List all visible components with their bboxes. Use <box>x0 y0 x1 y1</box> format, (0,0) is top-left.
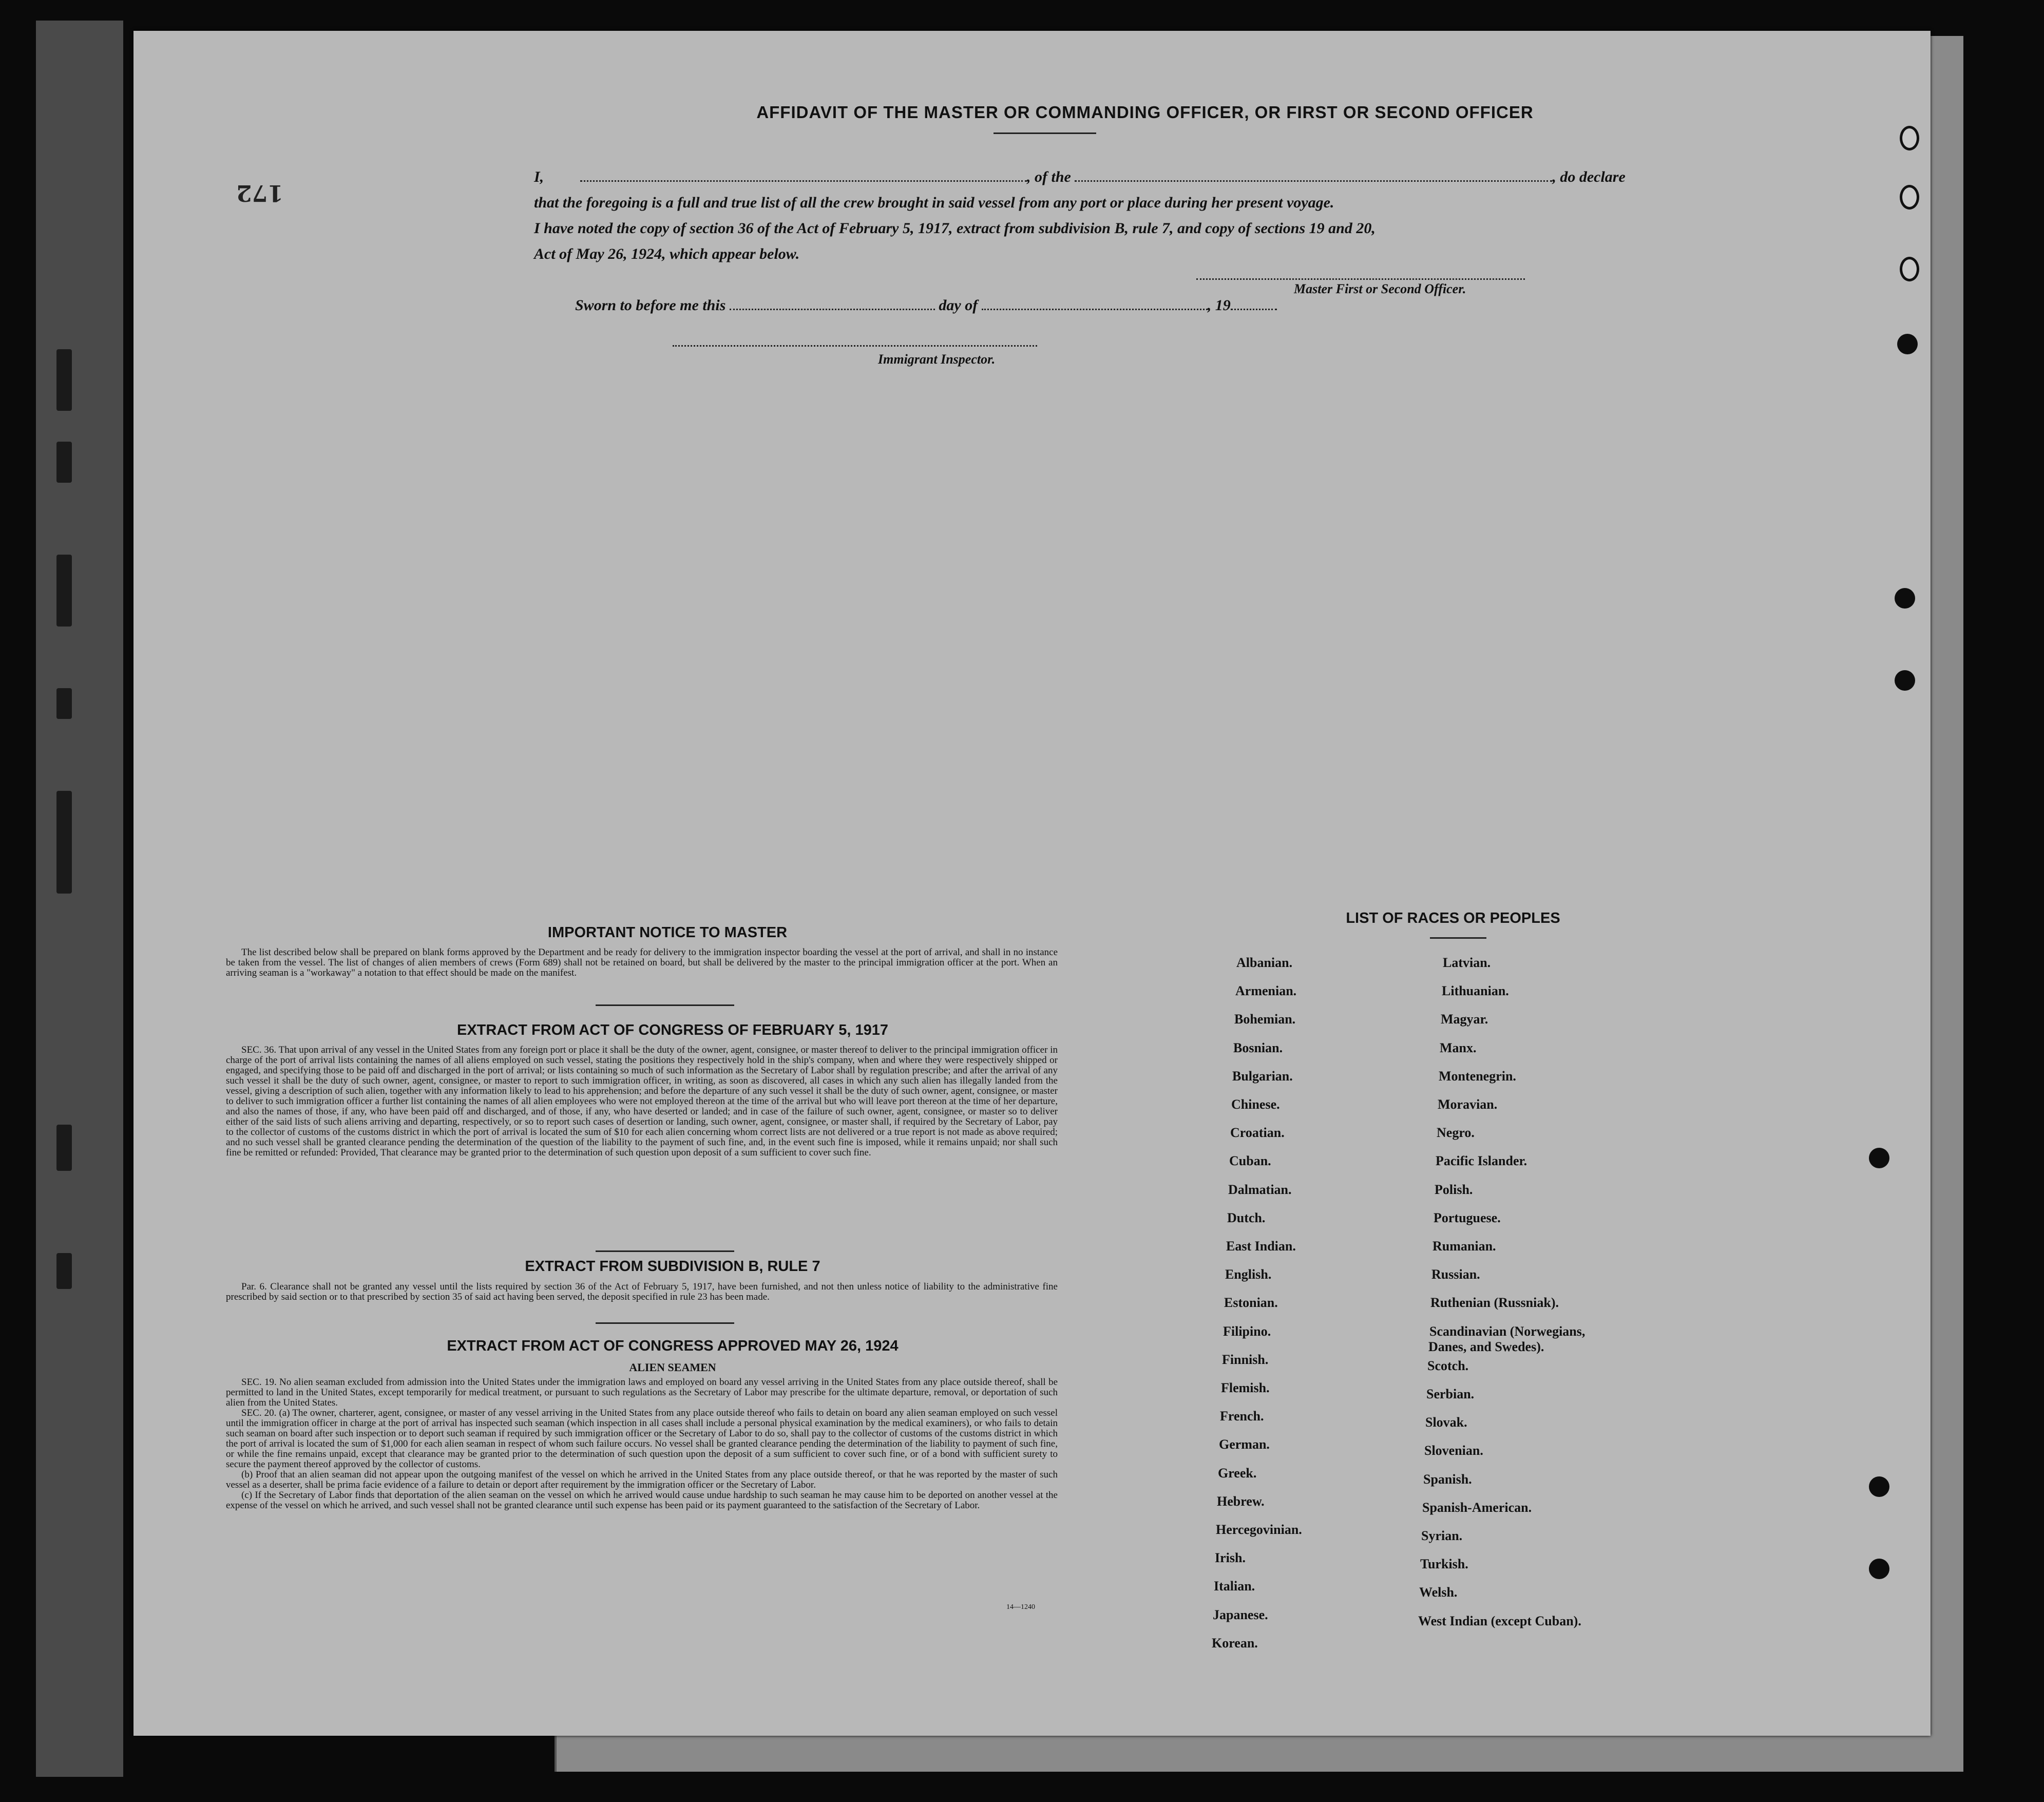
race-item: Lithuanian. <box>1442 983 1509 999</box>
race-item: Spanish. <box>1423 1471 1472 1487</box>
race-item: Japanese. <box>1213 1607 1268 1622</box>
punch-hole <box>1897 334 1918 354</box>
race-item: Scotch. <box>1427 1358 1469 1373</box>
race-item: Armenian. <box>1235 983 1297 999</box>
race-item: English. <box>1225 1267 1272 1282</box>
extract-1924-title: EXTRACT FROM ACT OF CONGRESS APPROVED MAY 26, 1924 <box>447 1338 899 1354</box>
race-item: Serbian. <box>1426 1387 1475 1401</box>
affidavit-line-1: I, , of the , do declare <box>534 164 1735 190</box>
race-item: Ruthenian (Russniak). <box>1430 1295 1559 1311</box>
divider <box>1430 937 1486 939</box>
race-item: Dalmatian. <box>1228 1182 1292 1197</box>
race-item: Portuguese. <box>1434 1210 1501 1225</box>
notice-text: The list described below shall be prepared on blank forms approved by the Department and be ready for delivery to the immigration inspector boarding the vessel at the port of arrival, and shall in no instance be taken from the vessel. The list of changes of alien members of crews (Form 689) shall not be retained on board, but shall be delivered by the master to the principal immigration officer at the port. When an arriving seaman is a "workaway" a notation to that effect should be made on the manifest. <box>226 947 1058 978</box>
punch-hole <box>1869 1559 1889 1579</box>
race-item: Flemish. <box>1221 1380 1270 1395</box>
punch-hole <box>1900 185 1919 210</box>
sworn-day-field[interactable] <box>730 294 935 310</box>
notice-title: IMPORTANT NOTICE TO MASTER <box>547 924 788 941</box>
race-item: French. <box>1220 1409 1264 1424</box>
race-item: Estonian. <box>1224 1295 1278 1311</box>
race-item: Syrian. <box>1421 1528 1463 1543</box>
race-item: Polish. <box>1435 1182 1473 1197</box>
punch-hole <box>1869 1148 1889 1168</box>
handwritten-page-number: 172 <box>236 180 283 206</box>
master-signature-label: Master First or Second Officer. <box>1294 281 1466 296</box>
race-item: Irish. <box>1215 1550 1246 1566</box>
race-item: Hercegovinian. <box>1216 1522 1302 1537</box>
race-item: Filipino. <box>1223 1323 1271 1339</box>
form-id: 14—1240 <box>1006 1603 1035 1611</box>
affidavit-line-4: Act of May 26, 1924, which appear below. <box>534 245 800 262</box>
extract-1917-text: SEC. 36. That upon arrival of any vessel in the United States from any foreign port or place it shall be the duty of the owner, agent, consignee, or master thereof to deliver to the principal immigration officer in charge of the port of arrival lists containing the names of all aliens employed on such vessel, stating the positions they respectively hold in the ship's company, when and where they were respectively shipped or engaged, and specifying those to be paid off and discharged in the port of arrival; or lists containing so much of such information as the Secretary of Labor shall by regulation prescribe; and after the arrival of any such vessel it shall be the duty of such owner, agent, consignee, or master to report to such immigration officer, in writing, as soon as discovered, all cases in which any such alien has illegally landed from the vessel, giving a description of such alien, together with any information likely to lead to his apprehension; and before the departure of any such vessel it shall be the duty of such owner, agent, consignee, or master to deliver to such immigration officer a further list containing the names of all alien employees who were not employed thereon at the time of the arrival but who will leave port thereon at the time of her departure, and also the names of those, if any, who have been paid off and discharged, and of those, if any, who have deserted or landed; and in case of the failure of such owner, agent, consignee, or master so to deliver either of the said lists of such aliens arriving and departing, respectively, or so to report such cases of desertion or landing, such owner, agent, consignee, or master shall, if required by the Secretary of Labor, pay to the collector of customs of the customs district in which the port of arrival is located the sum of $10 for each alien concerning whom correct lists are not delivered or a true report is not made as above required; and no such vessel shall be granted clearance pending the determination of the question of the liability to the payment of such fine, and, in the event such fine is imposed, while it remains unpaid; nor shall such fine be remitted or refunded: Provided, That clearance may be granted prior to the determination of such question upon deposit of a sum sufficient to cover such fine. <box>226 1045 1058 1158</box>
race-item: Dutch. <box>1227 1210 1266 1225</box>
race-item: Slovak. <box>1425 1415 1467 1430</box>
sworn-year-field[interactable] <box>1231 294 1277 310</box>
race-item: Montenegrin. <box>1439 1068 1516 1084</box>
race-item: Moravian. <box>1438 1097 1498 1112</box>
race-item: East Indian. <box>1226 1239 1296 1254</box>
race-item: West Indian (except Cuban). <box>1418 1613 1581 1628</box>
race-item: Cuban. <box>1229 1153 1271 1169</box>
race-item: Hebrew. <box>1217 1493 1265 1509</box>
race-item: Finnish. <box>1222 1352 1269 1367</box>
divider <box>596 1322 734 1324</box>
race-item: Croatian. <box>1230 1125 1285 1141</box>
affidavit-line-2: that the foregoing is a full and true list of all the crew brought in said vessel from any port or place during her present voyage. <box>534 194 1334 211</box>
extract-1924-subtitle: ALIEN SEAMEN <box>629 1361 716 1374</box>
affidavit-title: AFFIDAVIT OF THE MASTER OR COMMANDING OFFICER, OR FIRST OR SECOND OFFICER <box>756 103 1534 122</box>
race-item: Italian. <box>1214 1579 1255 1594</box>
divider <box>994 132 1096 134</box>
races-title: LIST OF RACES OR PEOPLES <box>1346 910 1560 926</box>
race-item: Latvian. <box>1443 955 1491 970</box>
extract-rule7-title: EXTRACT FROM SUBDIVISION B, RULE 7 <box>525 1258 820 1275</box>
race-item: Chinese. <box>1231 1097 1280 1112</box>
race-item: Spanish-American. <box>1422 1500 1532 1515</box>
race-item: Danes, and Swedes). <box>1428 1339 1544 1354</box>
name-field[interactable] <box>580 166 1027 182</box>
race-item: Pacific Islander. <box>1436 1153 1527 1169</box>
affidavit-line-3: I have noted the copy of section 36 of the Act of February 5, 1917, extract from subdivision B, rule 7, and copy of sections 19 and 20, <box>534 220 1376 237</box>
extract-1924-text: SEC. 19. No alien seaman excluded from admission into the United States under the immigration laws and employed on board any vessel arriving in the United States from any place outside thereof, shall be permitted to land in the United States, except temporarily for medical treatment, or pursuant to such regulations as the Secretary of Labor may prescribe for the ultimate departure, removal, or deportation of such alien from the United States. SEC. 20. (a) The owner, charterer, agent, consignee, or master of any vessel arriving in the United States from any place outside thereof who fails to detain on board any alien seaman employed on such vessel until the immigration officer in charge at the port of arrival has inspected such seaman (which inspection in all cases shall include a personal physical examination by the medical examiners), or who fails to detain such seaman on board after such inspection or to deport such seaman if required by such immigration officer or the Secretary of Labor to do so, shall pay to the collector of customs of the customs district in which the port of arrival is located the sum of $1,000 for each alien seaman in respect of whom such failure occurs. No vessel shall be granted clearance pending the determination of the liability to payment of such fine, or while the fine remains unpaid, except that clearance may be granted prior to the determination of such question upon the deposit of a sum sufficient to cover such fine, or of a bond with sufficient surety to secure the payment thereof approved by the collector of customs. (b) Proof that an alien seaman did not appear upon the outgoing manifest of the vessel on which he arrived in the United States from any place outside thereof, or that he was reported by the master of such vessel as a deserter, shall be prima facie evidence of a failure to detain or deport after requirement by the immigration officer or the Secretary of Labor. (c) If the Secretary of Labor finds that deportation of the alien seaman on the vessel on which he arrived would cause undue hardship to such seaman he may cause him to be deported on another vessel at the expense of the vessel on which he arrived, and such vessel shall not be granted clearance until such expense has been paid or its payment guaranteed to the satisfaction of the Secretary of Labor. <box>226 1377 1058 1511</box>
race-item: Scandinavian (Norwegians, <box>1429 1323 1585 1339</box>
affidavit-page <box>133 31 1931 1736</box>
race-item: Russian. <box>1431 1267 1480 1282</box>
binder-strip <box>36 21 123 1777</box>
race-item: Bulgarian. <box>1232 1068 1293 1084</box>
punch-hole <box>1900 126 1919 150</box>
extract-1917-title: EXTRACT FROM ACT OF CONGRESS OF FEBRUARY 5, 1917 <box>456 1022 889 1038</box>
race-item: Manx. <box>1440 1040 1477 1055</box>
race-item: Korean. <box>1212 1635 1258 1651</box>
race-item: Welsh. <box>1419 1585 1458 1600</box>
master-signature-line[interactable] <box>1196 277 1525 280</box>
race-item: Turkish. <box>1420 1557 1468 1572</box>
punch-hole <box>1869 1476 1889 1497</box>
race-item: Bohemian. <box>1234 1012 1296 1027</box>
inspector-signature-line[interactable] <box>673 344 1037 347</box>
punch-hole <box>1895 670 1915 691</box>
race-item: Greek. <box>1218 1465 1257 1481</box>
sworn-month-field[interactable] <box>982 294 1208 310</box>
race-item: Magyar. <box>1441 1012 1488 1027</box>
extract-rule7-text: Par. 6. Clearance shall not be granted any vessel until the lists required by section 36 of the Act of February 5, 1917, have been furnished, and not then unless notice of liability to the administrative fine prescribed by said section or to that prescribed by section 35 of said act having been served, the deposit specified in rule 23 has been made. <box>226 1281 1058 1302</box>
race-item: Slovenian. <box>1424 1443 1483 1458</box>
divider <box>596 1250 734 1252</box>
sworn-line: Sworn to before me this day of , 19 <box>575 293 1776 318</box>
race-item: Rumanian. <box>1432 1239 1496 1254</box>
inspector-signature-label: Immigrant Inspector. <box>878 352 996 367</box>
punch-hole <box>1900 257 1919 281</box>
race-item: German. <box>1219 1437 1270 1452</box>
vessel-field[interactable] <box>1075 166 1552 182</box>
race-item: Negro. <box>1437 1125 1475 1141</box>
divider <box>596 1004 734 1006</box>
race-item: Albanian. <box>1236 955 1293 970</box>
race-item: Bosnian. <box>1233 1040 1283 1055</box>
punch-hole <box>1895 588 1915 609</box>
